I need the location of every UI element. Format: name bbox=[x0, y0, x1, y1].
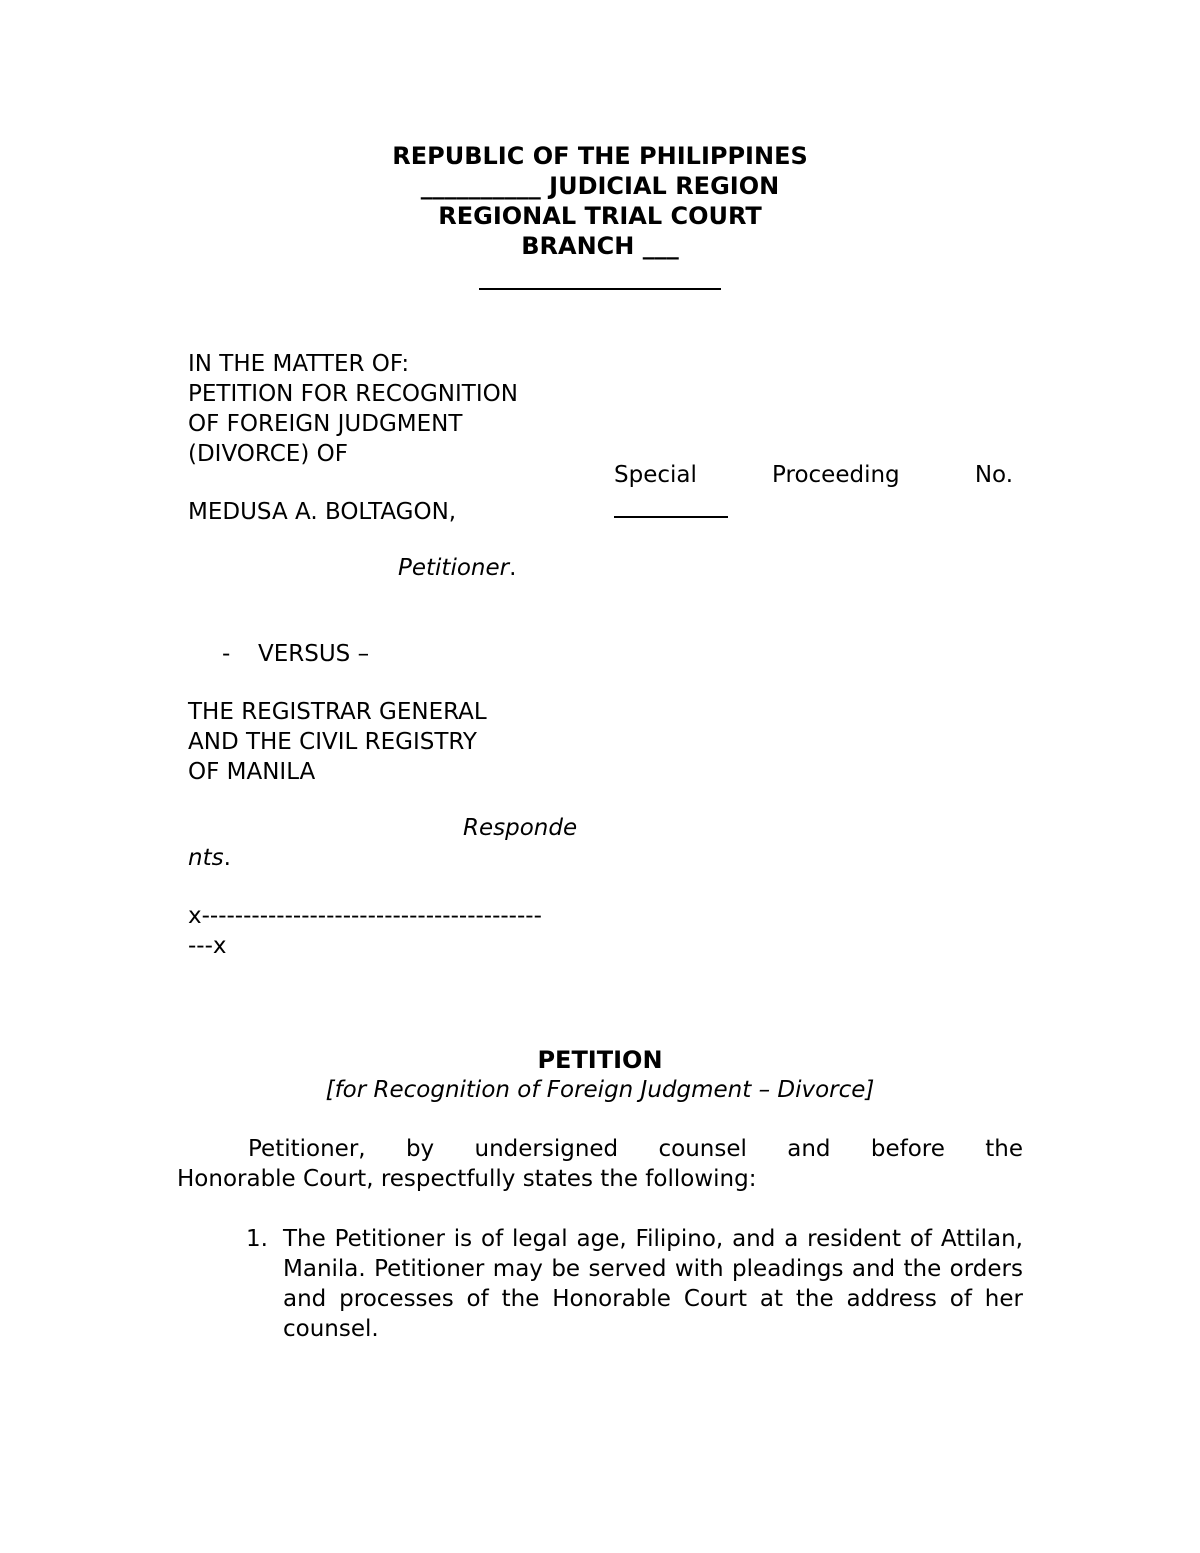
list-item-number: 1. bbox=[246, 1226, 268, 1252]
list-item-text: The Petitioner is of legal age, Filipino, and a resident of Attilan, Manila. Petitioner may be served with pleadings and the orders and processes of the Honorable Court at the address of her counsel. bbox=[283, 1226, 1023, 1342]
respondent-role-label: nts bbox=[188, 845, 224, 871]
intro-word: Petitioner, bbox=[248, 1136, 366, 1162]
caption-matter-line-3: OF FOREIGN JUDGMENT bbox=[188, 411, 463, 437]
header-republic: REPUBLIC OF THE PHILIPPINES bbox=[392, 142, 808, 170]
intro-paragraph-line-2: Honorable Court, respectfully states the following: bbox=[177, 1166, 757, 1192]
versus-label: VERSUS – bbox=[258, 641, 370, 667]
respondent-role-part-2 bbox=[188, 843, 231, 873]
petitioner-role-label: Petitioner bbox=[398, 555, 510, 581]
petition-subtitle: [for Recognition of Foreign Judgment – Divorce] bbox=[325, 1077, 875, 1103]
header-branch: BRANCH ___ bbox=[521, 232, 679, 260]
proceeding-word: Proceeding bbox=[772, 462, 900, 488]
special-word: Special bbox=[614, 462, 697, 488]
caption-matter-line-4: (DIVORCE) OF bbox=[188, 441, 348, 467]
caption-separator-line-2: ---x bbox=[188, 933, 227, 959]
intro-word: undersigned bbox=[474, 1136, 619, 1162]
caption-matter-line-1: IN THE MATTER OF: bbox=[188, 351, 410, 377]
special-proceeding-blank bbox=[614, 516, 728, 518]
intro-paragraph-line-1 bbox=[248, 1134, 1023, 1164]
petitioner-name: MEDUSA A. BOLTAGON, bbox=[188, 499, 457, 525]
respondent-line-3: OF MANILA bbox=[188, 759, 316, 785]
respondent-line-1: THE REGISTRAR GENERAL bbox=[188, 699, 487, 725]
intro-word: and bbox=[787, 1136, 831, 1162]
caption-separator-line-1: x----------------------------------------- bbox=[188, 903, 542, 929]
number-word: No. bbox=[974, 462, 1014, 488]
special-proceeding-label bbox=[614, 460, 1013, 490]
intro-word: counsel bbox=[658, 1136, 747, 1162]
header-judicial-region: __________ JUDICIAL REGION bbox=[420, 172, 780, 200]
header-rule bbox=[479, 288, 721, 290]
respondent-role-period: . bbox=[223, 845, 231, 871]
intro-word: by bbox=[405, 1136, 435, 1162]
petition-title: PETITION bbox=[537, 1046, 663, 1074]
versus-dash: - bbox=[222, 641, 231, 667]
respondent-line-2: AND THE CIVIL REGISTRY bbox=[188, 729, 477, 755]
header-regional-trial-court: REGIONAL TRIAL COURT bbox=[438, 202, 762, 230]
petitioner-role-period: . bbox=[509, 555, 517, 581]
petitioner-role bbox=[398, 553, 516, 583]
respondent-role-part-1: Responde bbox=[463, 815, 578, 841]
intro-word: the bbox=[985, 1136, 1024, 1162]
intro-word: before bbox=[870, 1136, 945, 1162]
caption-matter-line-2: PETITION FOR RECOGNITION bbox=[188, 381, 518, 407]
